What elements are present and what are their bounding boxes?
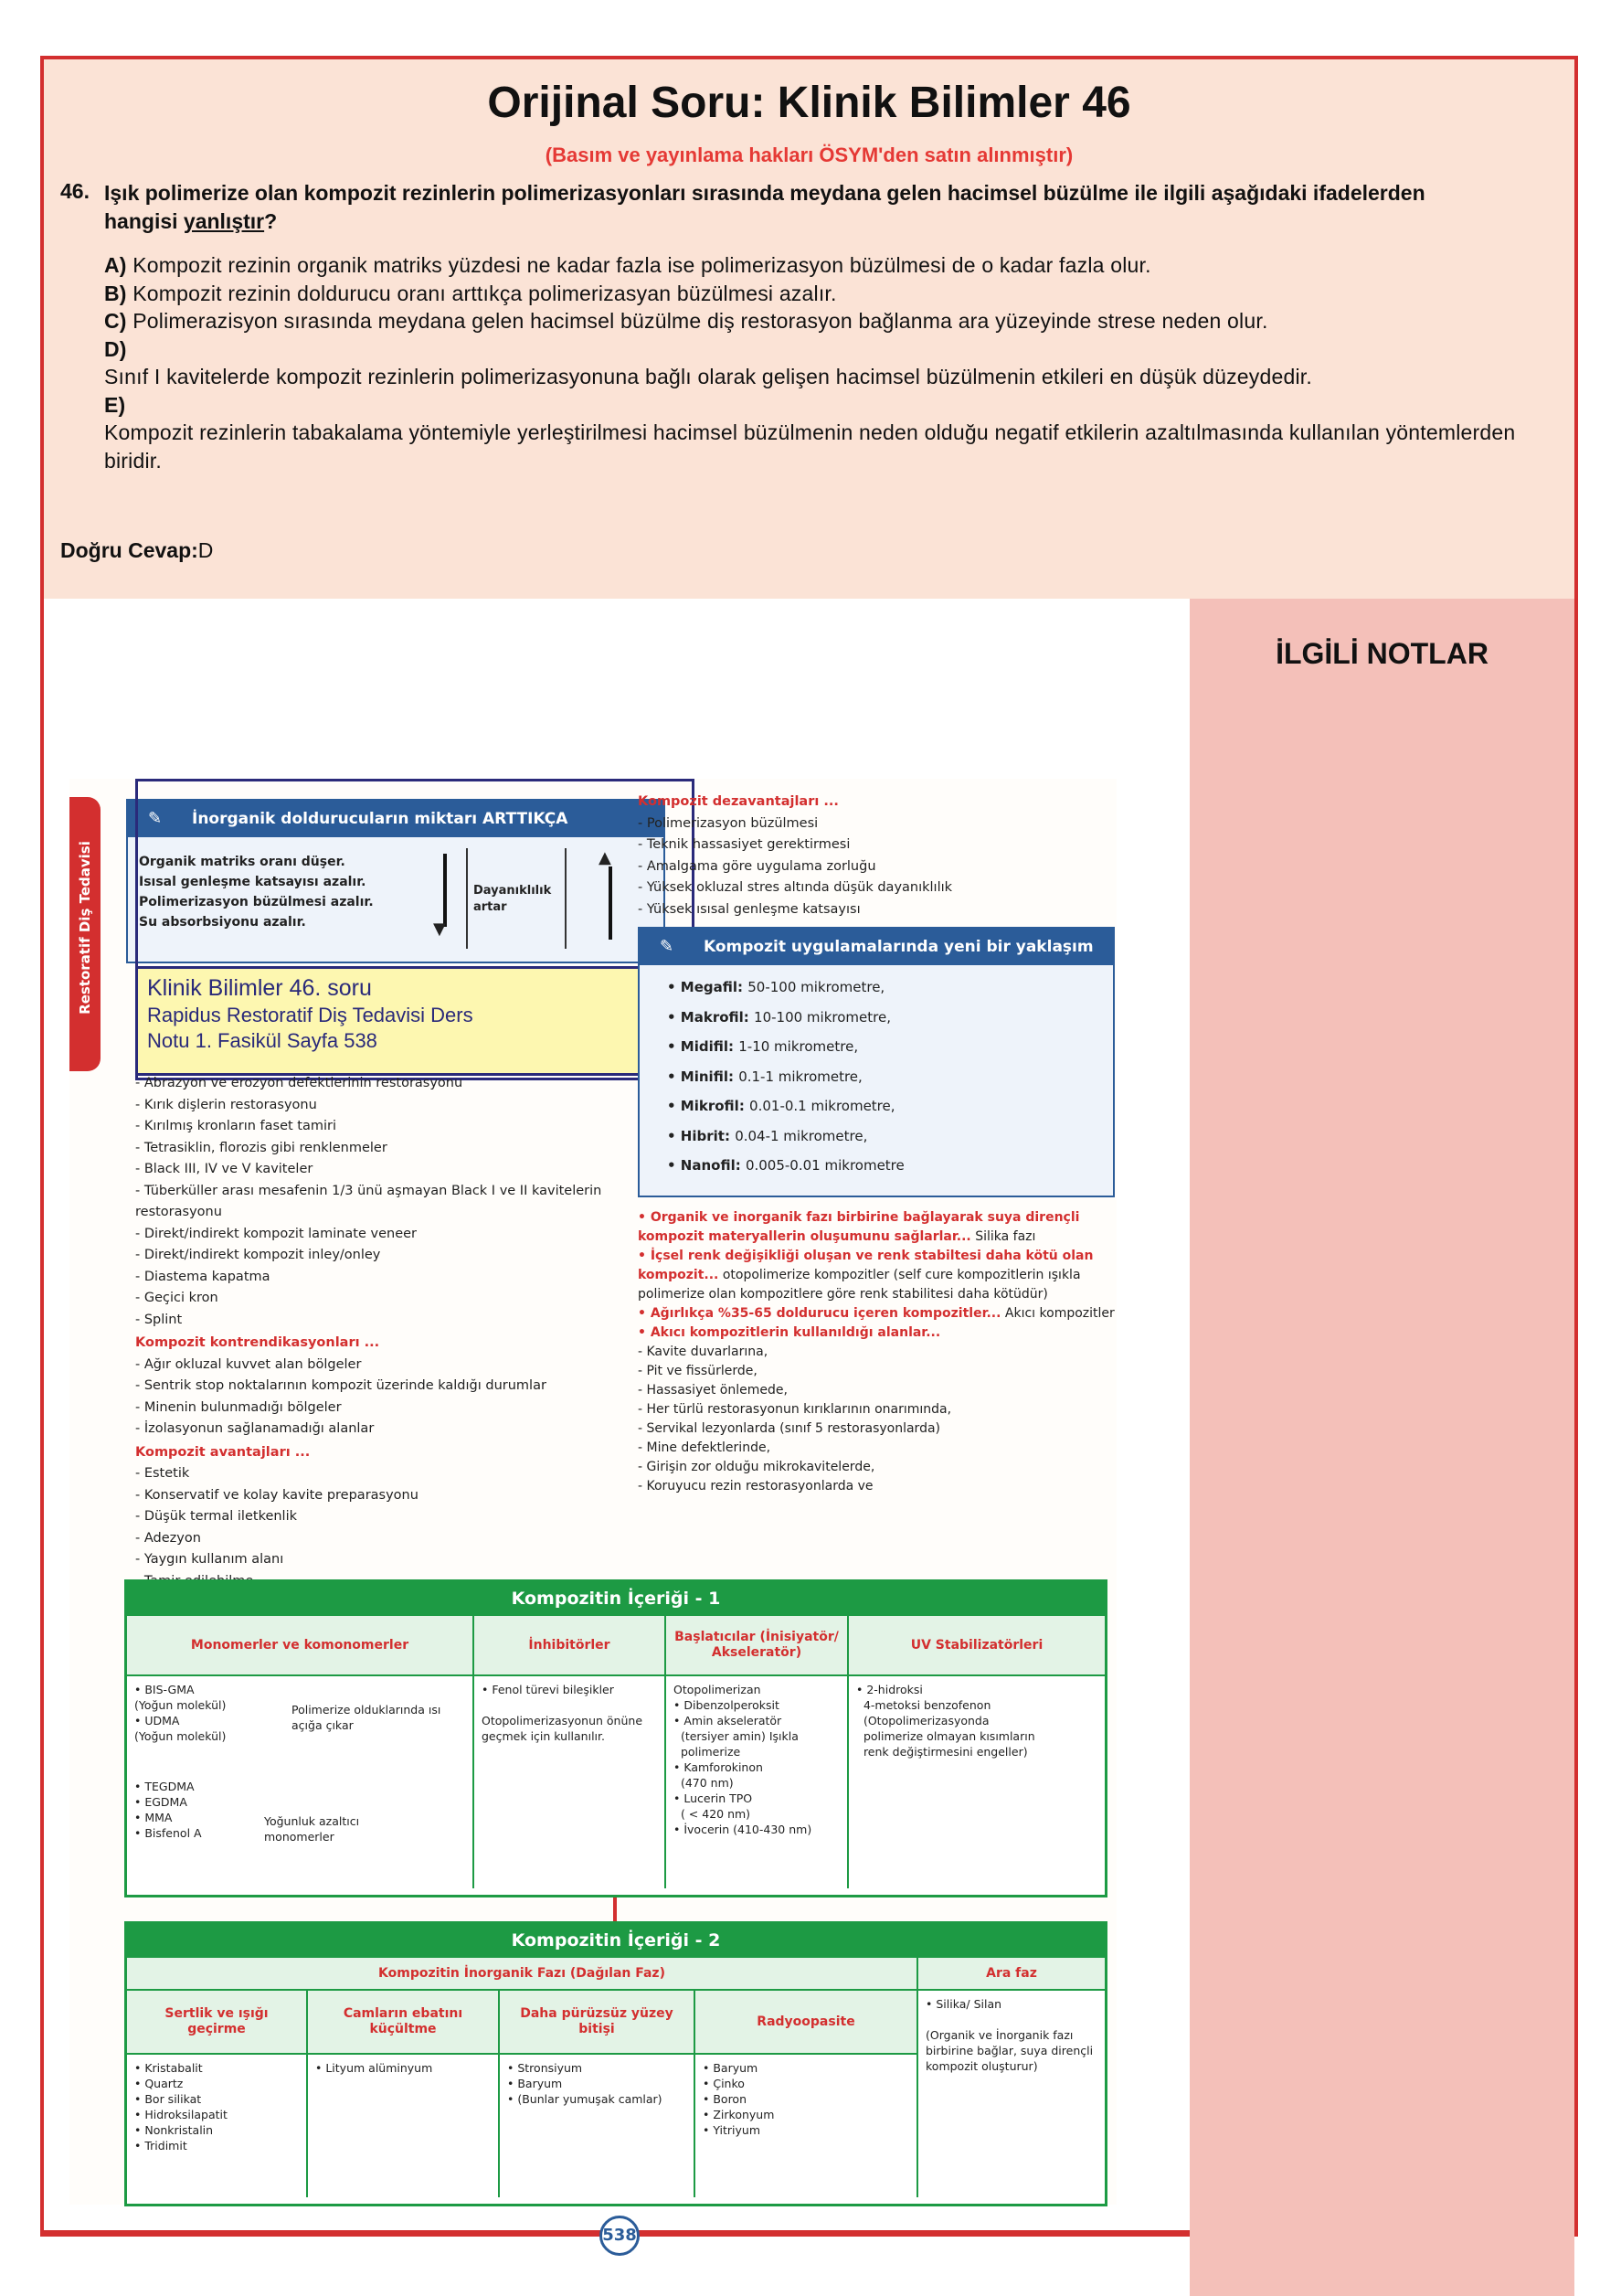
notes-panel bbox=[1190, 599, 1574, 2296]
list-item: - Direkt/indirekt kompozit laminate veneer bbox=[135, 1226, 418, 1241]
list-item: - Düşük termal iletkenlik bbox=[135, 1509, 298, 1524]
list-item: - Yaygın kullanım alanı bbox=[135, 1552, 284, 1567]
option-e: E) Kompozit rezinlerin tabakalama yöntemiyle yerleştirilmesi hacimsel büzülmenin neden olduğu negatif etkilerin azaltılmasında kullanılan yöntemlerden biridir. bbox=[104, 392, 1516, 473]
filler-size-item: • Minifil: 0.1-1 mikrometre, bbox=[667, 1068, 863, 1085]
page-number: 538 bbox=[599, 2216, 640, 2256]
question-keyword: yanlıştır bbox=[183, 209, 265, 233]
list-item: - Geçici kron bbox=[135, 1291, 218, 1305]
list-item: - Ağır okluzal kuvvet alan bölgeler bbox=[135, 1356, 362, 1372]
source-sticky-note: Klinik Bilimler 46. soru Rapidus Restoratif Diş Tedavisi Ders Notu 1. Fasikül Sayfa 538 bbox=[135, 966, 694, 1076]
list-item: - Adezyon bbox=[135, 1530, 201, 1546]
option-b: B) Kompozit rezinin doldurucu oranı arttıkça polimerizasyan büzülmesi azalır. bbox=[104, 281, 837, 305]
textbook-scan bbox=[69, 779, 1117, 2245]
question-text: Işık polimerize olan kompozit rezinlerin polimerizasyonları sırasında meydana gelen hacimsel büzülme ile ilgili aşağıdaki ifadelerden hangisi yanlıştır? bbox=[104, 181, 1425, 233]
list-item: - Hassasiyet önlemede, bbox=[638, 1383, 788, 1398]
filler-size-item: • Hibrit: 0.04-1 mikrometre, bbox=[667, 1127, 868, 1144]
list-item: - Teknik hassasiyet gerektirmesi bbox=[638, 837, 851, 852]
list-item: - Polimerizasyon büzülmesi bbox=[638, 815, 819, 831]
indication-list: - Abrazyon ve erozyon defektlerinin restorasyonu - Kırık dişlerin restorasyonu - Kırılmış kronların faset tamiri - Tetrasiklin, florozis gibi renklenmeler - Black III, IV ve V kaviteler - Tüberküller arası mesafenin 1/3 ünü aşmayan Black I ve II kavitelerin restorasyonu - Direkt/indirekt kompozit laminate veneer - Direkt/indirekt kompozit inley/onley - Diastema kapatma - Geçici kron - Splint Kompozit kontrendikasyonları ... - Ağır okluzal kuvvet alan bölgeler - Sentrik stop noktalarının kompozit üzerinde kaldığı durumlar - Minenin bulunmadığı bölgeler - İzolasyonun sağlanamadığı alanlar Kompozit avantajları ... - Estetik - Konservatif ve kolay kavite preparasyonu - Düşük termal iletkenlik - Adezyon - Yaygın kullanım alanı bbox=[135, 1073, 647, 1592]
composition-table-1: Kompozitin İçeriği - 1 Monomerler ve komonomerler İnhibitörler Başlatıcılar (İnisiyatör/ Akseleratör) UV Stabilizatörleri • BIS-GMA (Yoğun molekül) • UDMA (Yoğun molekül) Polimerize olduklarında ısı açığa çıkar • TEGDMA • EGDMA • MMA • Bisfenol A Yoğunluk azaltıcı monomerler • Fenol türevi bileşikler Otopolimerizasyonun önüne geçmek için kullanılır. Otopolimerizan • Dibenzolperoksit • Amin akseleratör (tersiyer amin) Işıkla polimerize • Kamforokinon (470 nm) • Lucerin TPO ( < 420 nm) • İvocerin (410-430 nm) • 2-hidroksi 4-metoksi benzofenon (Otopolimerizasyonda polimerize olmayan kısımların renk değiştirmesini engeller) bbox=[124, 1579, 1107, 1897]
filler-size-item: • Megafil: 50-100 mikrometre, bbox=[667, 979, 885, 995]
notes-title: İLGİLİ NOTLAR bbox=[1276, 637, 1489, 670]
list-item: - Kırık dişlerin restorasyonu bbox=[135, 1097, 317, 1112]
question-number: 46. bbox=[60, 179, 90, 203]
list-item: - Kavite duvarlarına, bbox=[638, 1345, 768, 1359]
filler-box: ✎ İnorganik doldurucuların miktarı ARTTIKÇA Organik matriks oranı düşer. Isısal genleşme katsayısı azalır. Polimerizasyon büzülmesi azalır. Su absorbsiyonu azalır. ▼ Dayanıklılık artar ▲ bbox=[126, 799, 665, 963]
disadvantages-list: Kompozit dezavantajları ... - Polimerizasyon büzülmesi - Teknik hassasiyet gerektirmesi - Amalgama göre uygulama zorluğu - Yüksek okluzal stres altında düşük dayanıklılık - Yüksek ısısal genleşme katsayısı bbox=[638, 792, 1113, 920]
filler-size-item: • Makrofil: 10-100 mikrometre, bbox=[667, 1008, 891, 1026]
composition-table-2: Kompozitin İçeriği - 2 Kompozitin İnorganik Fazı (Dağılan Faz) Ara faz Sertlik ve ışığı geçirme Camların ebatını küçültme Daha pürüzsüz yüzey bitişi Radyoopasite • Kristabalit • Quartz • Bor silikat • Hidroksilapatit • Nonkristalin • Tridimit • Lityum alüminyum • Stronsiyum • Baryum • (Bunlar yumuşak camlar) • Baryum • Çinko • Boron • Zirkonyum • Yitriyum • Silika/ Silan (Organik ve İnorganik fazı birbirine bağlar, suya dirençli kompozit oluşturur) bbox=[124, 1921, 1107, 2206]
list-item: - Yüksek ısısal genleşme katsayısı bbox=[638, 901, 861, 917]
option-a: A) Kompozit rezinin organik matriks yüzdesi ne kadar fazla ise polimerizasyon büzülmesi de o kadar fazla olur. bbox=[104, 253, 1151, 277]
list-item: - Mine defektlerinde, bbox=[638, 1440, 771, 1455]
list-item: - İzolasyonun sağlanamadığı alanlar bbox=[135, 1421, 375, 1436]
list-item: - Girişin zor olduğu mikrokavitelerde, bbox=[638, 1460, 875, 1474]
option-c: C) Polimerazisyon sırasında meydana gelen hacimsel büzülme diş restorasyon bağlanma ara yüzeyinde strese neden olur. bbox=[104, 309, 1268, 333]
list-item: - Konservatif ve kolay kavite preparasyonu bbox=[135, 1487, 418, 1503]
page-title: Orijinal Soru: Klinik Bilimler 46 bbox=[487, 79, 1131, 127]
list-item: - Yüksek okluzal stres altında düşük dayanıklılık bbox=[638, 880, 953, 895]
list-item: - Tüberküller arası mesafenin 1/3 ünü aşmayan Black I ve II kavitelerin restorasyonu bbox=[135, 1183, 602, 1219]
list-item: - Abrazyon ve erozyon defektlerinin restorasyonu bbox=[135, 1076, 463, 1090]
pencil-icon: ✎ bbox=[660, 937, 674, 956]
composite-notes: • Organik ve inorganik fazı birbirine bağlayarak suya dirençli kompozit materyallerin oluşumunu sağlarlar... Silika fazı • İçsel renk değişikliği oluşan ve renk stabiltesi daha kötü olan kompozit... otopolimerize kompozitler (self cure kompozitlerin ışıkla polimerize olan kompozitlere göre renk stabilitesi daha kötüdür) • Ağırlıkça %35-65 doldurucu içeren kompozitler... Akıcı kompozitler • Akıcı kompozitlerin kullanıldığı alanlar... - Kavite duvarlarına, - Pit ve fissürlerde, - Hassasiyet önlemede, - Her türlü restorasyonun kırıklarının onarımında, - Servikal lezyonlarda (sınıf 5 restorasyonlarda) - Mine defektlerinde, - Girişin zor olduğu mikrokavitelerde, - Koruyucu rezin restorasyonlarda ve bbox=[638, 1208, 1115, 1496]
list-item: - Black III, IV ve V kaviteler bbox=[135, 1162, 313, 1176]
list-item: - Kırılmış kronların faset tamiri bbox=[135, 1119, 336, 1133]
chapter-side-tab: Restoratif Diş Tedavisi bbox=[69, 797, 101, 1071]
list-item: - Tetrasiklin, florozis gibi renklenmeler bbox=[135, 1140, 387, 1155]
filler-size-item: • Mikrofil: 0.01-0.1 mikrometre, bbox=[667, 1098, 895, 1114]
list-item: - Sentrik stop noktalarının kompozit üzerinde kaldığı durumlar bbox=[135, 1378, 546, 1393]
question-panel bbox=[44, 59, 1574, 599]
filler-size-item: • Midifil: 1-10 mikrometre, bbox=[667, 1038, 859, 1055]
list-item: - Diastema kapatma bbox=[135, 1269, 270, 1284]
list-item: - Koruyucu rezin restorasyonlarda ve bbox=[638, 1479, 874, 1493]
list-item: - Minenin bulunmadığı bölgeler bbox=[135, 1399, 342, 1415]
approach-box: ✎ Kompozit uygulamalarında yeni bir yaklaşım • Megafil: 50-100 mikrometre, • Makrofil: 10-100 mikrometre, • Midifil: 1-10 mikrometre, • Minifil: 0.1-1 mikrometre, • Mikrofil: 0.01-0.1 mikrometre, • Hibrit: 0.04-1 mikrometre, • Nanofil: 0.005-0.01 mikrometre bbox=[638, 927, 1115, 1197]
durability-label: Dayanıklılık artar bbox=[473, 884, 552, 914]
pencil-icon: ✎ bbox=[148, 809, 163, 828]
option-d: D) Sınıf I kavitelerde kompozit rezinlerin polimerizasyonuna bağlı olarak gelişen hacimsel büzülmenin etkileri en düşük düzeydedir. bbox=[104, 336, 1312, 388]
copyright-note: (Basım ve yayınlama hakları ÖSYM'den satın alınmıştır) bbox=[545, 144, 1074, 166]
list-item: - Amalgama göre uygulama zorluğu bbox=[638, 858, 876, 874]
list-item: - Splint bbox=[135, 1312, 183, 1327]
list-item: - Her türlü restorasyonun kırıklarının onarımında, bbox=[638, 1402, 952, 1417]
list-item: - Pit ve fissürlerde, bbox=[638, 1364, 758, 1378]
list-item: - Direkt/indirekt kompozit inley/onley bbox=[135, 1248, 381, 1262]
correct-answer: Doğru Cevap:D bbox=[60, 538, 214, 562]
list-item: - Servikal lezyonlarda (sınıf 5 restorasyonlarda) bbox=[638, 1421, 940, 1436]
list-item: - Estetik bbox=[135, 1466, 190, 1481]
answer-options bbox=[104, 251, 1530, 474]
filler-size-item: • Nanofil: 0.005-0.01 mikrometre bbox=[667, 1157, 905, 1174]
